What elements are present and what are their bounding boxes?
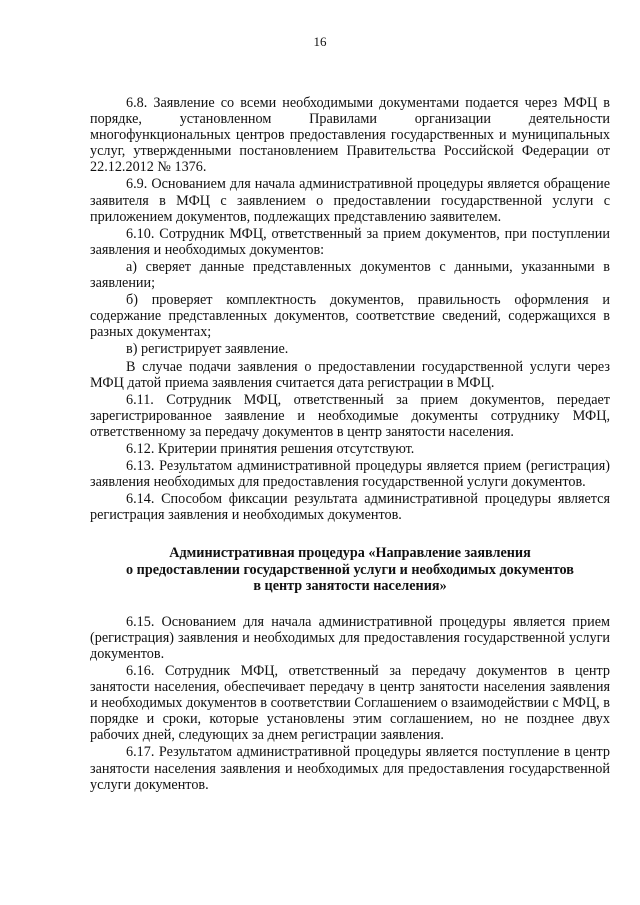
paragraph-6-9: 6.9. Основанием для начала административной процедуры является обращение заявителя в МФЦ с заявлением о предоставлении государственной услуги с приложением документов, подлежащих представлению заявителем.: [90, 176, 610, 225]
list-item-a: а) сверяет данные представленных документов с данными, указанными в заявлении;: [90, 258, 610, 292]
section-heading-line-1: Административная процедура «Направление заявления: [169, 545, 531, 562]
paragraph-mfc-date: В случае подачи заявления о предоставлении государственной услуги через МФЦ датой приема заявления считается дата регистрации в МФЦ.: [90, 358, 610, 391]
section-heading: [90, 545, 610, 593]
paragraph-6-13: 6.13. Результатом административной процедуры является прием (регистрация) заявления необходимых для предоставления государственной услуги документов.: [90, 458, 610, 491]
paragraph-6-8: 6.8. Заявление со всеми необходимыми документами подается через МФЦ в порядке, установленном Правилами организации деятельности многофункциональных центров предоставления государственных и муниципальных услуг, утвержденными постановлением Правительства Российской Федерации от 22.12.2012 № 1376.: [90, 95, 610, 176]
document-body: [90, 95, 610, 794]
section-heading-line-3: в центр занятости населения»: [253, 577, 447, 594]
paragraph-6-10: 6.10. Сотрудник МФЦ, ответственный за прием документов, при поступлении заявления и необходимых документов:: [90, 225, 610, 258]
paragraph-6-12: 6.12. Критерии принятия решения отсутствуют.: [126, 440, 415, 457]
list-item-v: в) регистрирует заявление.: [126, 341, 289, 358]
paragraph-6-14: 6.14. Способом фиксации результата административной процедуры является регистрация заявления и необходимых документов.: [90, 491, 610, 524]
paragraph-6-17: 6.17. Результатом административной процедуры является поступление в центр занятости населения заявления и необходимых для предоставления государственной услуги документов.: [90, 744, 610, 793]
list-item-b: б) проверяет комплектность документов, правильность оформления и содержание представленных документов, соответствие сведений, содержащихся в разных документах;: [90, 292, 610, 341]
paragraph-6-15: 6.15. Основанием для начала административной процедуры является прием (регистрация) заявления и необходимых для предоставления государственной услуги документов.: [90, 613, 610, 662]
page-number: 16: [313, 34, 327, 49]
section-heading-line-2: о предоставлении государственной услуги и необходимых документов: [126, 561, 574, 578]
paragraph-6-11: 6.11. Сотрудник МФЦ, ответственный за прием документов, передает зарегистрированное заявление и необходимые документы сотруднику МФЦ, ответственному за передачу документов в центр занятости населения.: [90, 391, 610, 440]
paragraph-6-16: 6.16. Сотрудник МФЦ, ответственный за передачу документов в центр занятости населения, обеспечивает передачу в центр занятости населения заявления и необходимых документов в соответствии Соглашением о взаимодействии с МФЦ, в порядке и сроки, которые установлены этим соглашением, но не позднее двух рабочих дней, следующих за днем регистрации заявления.: [90, 663, 610, 744]
